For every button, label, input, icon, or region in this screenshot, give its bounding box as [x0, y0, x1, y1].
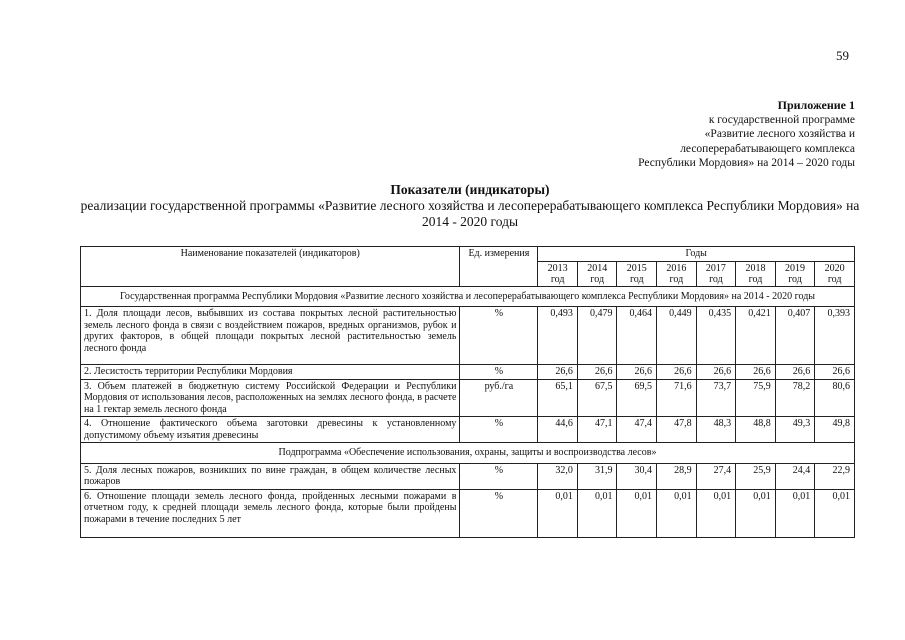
indicator-value: 47,8: [657, 417, 697, 443]
indicator-value: 67,5: [577, 379, 617, 417]
indicator-value: 25,9: [736, 463, 776, 489]
indicator-value: 0,493: [538, 307, 578, 365]
indicator-value: 0,01: [736, 489, 776, 537]
indicator-value: 78,2: [775, 379, 815, 417]
indicator-name: 4. Отношение фактического объема заготовки древесины к установленному допустимому объему изъятия древесины: [81, 417, 460, 443]
indicator-value: 48,3: [696, 417, 736, 443]
section-title: Подпрограмма «Обеспечение использования, охраны, защиты и воспроизводства лесов»: [81, 443, 855, 464]
indicator-value: 32,0: [538, 463, 578, 489]
indicator-unit: %: [460, 307, 538, 365]
indicator-unit: %: [460, 463, 538, 489]
year-header: 2016 год: [657, 261, 697, 286]
year-header: 2017 год: [696, 261, 736, 286]
indicator-value: 26,6: [617, 365, 657, 380]
appendix-block: [535, 98, 855, 171]
page-number: 59: [836, 48, 849, 63]
indicator-value: 28,9: [657, 463, 697, 489]
indicator-value: 48,8: [736, 417, 776, 443]
indicators-table: [80, 246, 855, 538]
table-row: [81, 489, 855, 537]
indicator-value: 22,9: [815, 463, 855, 489]
year-header: 2019 год: [775, 261, 815, 286]
indicator-value: 44,6: [538, 417, 578, 443]
indicator-value: 24,4: [775, 463, 815, 489]
header-years: Годы: [538, 247, 855, 262]
title-sub: реализации государственной программы «Развитие лесного хозяйства и лесоперерабатывающего комплекса Республики Мордовия» на 2014 - 2020 годы: [80, 198, 860, 229]
indicator-value: 0,393: [815, 307, 855, 365]
indicator-value: 0,01: [538, 489, 578, 537]
indicator-value: 30,4: [617, 463, 657, 489]
header-unit: Ед. измерения: [460, 247, 538, 287]
section-row: [81, 286, 855, 307]
indicator-value: 75,9: [736, 379, 776, 417]
indicator-value: 0,01: [775, 489, 815, 537]
table-row: [81, 379, 855, 417]
section-title: Государственная программа Республики Мордовия «Развитие лесного хозяйства и лесоперерабатывающего комплекса Республики Мордовия» на 2014 - 2020 годы: [81, 286, 855, 307]
table-row: [81, 365, 855, 380]
indicator-value: 0,421: [736, 307, 776, 365]
table-row: [81, 463, 855, 489]
indicator-value: 80,6: [815, 379, 855, 417]
year-header: 2013 год: [538, 261, 578, 286]
indicator-name: 1. Доля площади лесов, выбывших из состава покрытых лесной растительностью земель лесного фонда в связи с воздействием пожаров, вредных организмов, рубок и других факторов, в общей площади покрытых лесной растительностью земель лесного фонда: [81, 307, 460, 365]
indicator-value: 0,464: [617, 307, 657, 365]
indicator-value: 0,435: [696, 307, 736, 365]
indicator-value: 69,5: [617, 379, 657, 417]
indicator-value: 47,1: [577, 417, 617, 443]
indicator-value: 73,7: [696, 379, 736, 417]
indicator-value: 71,6: [657, 379, 697, 417]
section-row: [81, 443, 855, 464]
indicator-value: 26,6: [696, 365, 736, 380]
indicator-value: 31,9: [577, 463, 617, 489]
year-header: 2018 год: [736, 261, 776, 286]
indicator-value: 26,6: [736, 365, 776, 380]
indicator-value: 27,4: [696, 463, 736, 489]
appendix-heading: Приложение 1: [777, 98, 855, 112]
indicator-unit: %: [460, 489, 538, 537]
indicator-name: 2. Лесистость территории Республики Мордовия: [81, 365, 460, 380]
indicator-value: 0,01: [696, 489, 736, 537]
year-header: 2015 год: [617, 261, 657, 286]
header-row: [81, 247, 855, 262]
indicator-value: 26,6: [815, 365, 855, 380]
indicator-value: 0,407: [775, 307, 815, 365]
indicator-unit: %: [460, 417, 538, 443]
header-name: Наименование показателей (индикаторов): [81, 247, 460, 287]
appendix-line: «Развитие лесного хозяйства и: [704, 128, 855, 140]
indicator-unit: %: [460, 365, 538, 380]
indicator-value: 49,8: [815, 417, 855, 443]
indicator-unit: руб./га: [460, 379, 538, 417]
title-main: Показатели (индикаторы): [390, 182, 550, 197]
year-header: 2014 год: [577, 261, 617, 286]
year-header: 2020 год: [815, 261, 855, 286]
table-body: [81, 286, 855, 537]
indicator-value: 0,01: [815, 489, 855, 537]
indicator-value: 26,6: [577, 365, 617, 380]
indicator-value: 0,449: [657, 307, 697, 365]
document-title: [80, 182, 860, 230]
indicator-value: 0,01: [577, 489, 617, 537]
appendix-line: к государственной программе: [708, 113, 855, 126]
indicator-value: 65,1: [538, 379, 578, 417]
indicator-name: 5. Доля лесных пожаров, возникших по вине граждан, в общем количестве лесных пожаров: [81, 463, 460, 489]
indicator-value: 26,6: [657, 365, 697, 380]
indicator-value: 0,01: [657, 489, 697, 537]
table-row: [81, 417, 855, 443]
indicator-value: 49,3: [775, 417, 815, 443]
indicator-value: 26,6: [538, 365, 578, 380]
indicator-value: 0,01: [617, 489, 657, 537]
indicator-name: 3. Объем платежей в бюджетную систему Российской Федерации и Республики Мордовия от использования лесов, расположенных на землях лесного фонда, в расчете на 1 гектар земель лесного фонда: [81, 379, 460, 417]
indicator-value: 0,479: [577, 307, 617, 365]
appendix-line: лесоперерабатывающего комплекса: [680, 142, 855, 155]
table-row: [81, 307, 855, 365]
indicator-value: 26,6: [775, 365, 815, 380]
indicator-name: 6. Отношение площади земель лесного фонда, пройденных лесными пожарами в отчетном году, к средней площади земель лесного фонда, которые были пройдены пожарами в течение последних 5 лет: [81, 489, 460, 537]
appendix-line: Республики Мордовия» на 2014 – 2020 годы: [638, 157, 855, 169]
indicator-value: 47,4: [617, 417, 657, 443]
